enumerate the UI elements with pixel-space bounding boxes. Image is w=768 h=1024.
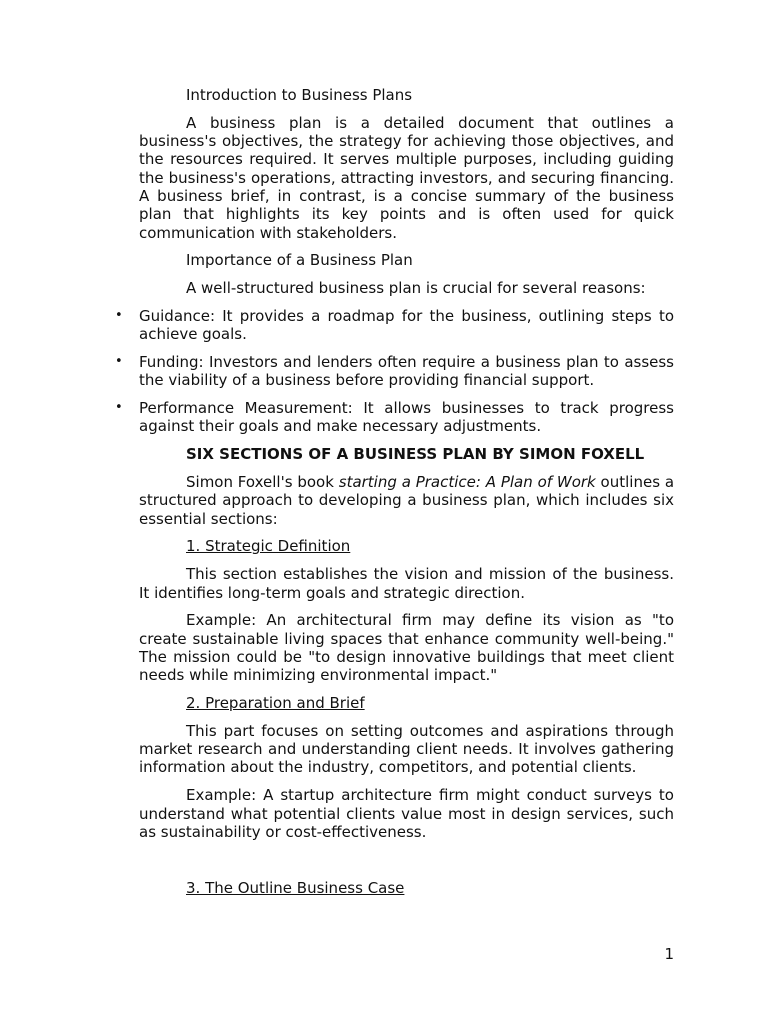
importance-lead: A well-structured business plan is crucial for several reasons: (186, 279, 646, 298)
section2-body: This part focuses on setting outcomes and aspirations through market research and understanding client needs. It involves gathering information about the industry, competitors, and potential clients. (139, 721, 674, 777)
list-item (115, 399, 674, 436)
bullet-icon: • (115, 400, 123, 416)
page-number: 1 (664, 945, 674, 963)
section2-heading: 2. Preparation and Brief (186, 694, 365, 713)
bullet-icon: • (115, 354, 123, 370)
importance-bullet-list (115, 306, 674, 436)
section1-body: This section establishes the vision and mission of the business. It identifies long-term goals and strategic direction. (139, 565, 674, 602)
importance-heading: Importance of a Business Plan (186, 251, 413, 270)
list-item (115, 353, 674, 390)
foxell-intro-after: outlines a structured approach to developing a business plan, which includes six essential sections: (139, 473, 675, 528)
section1-example: Example: An architectural firm may define its vision as "to create sustainable living spaces that enhance community well-being." The mission could be "to design innovative buildings that meet client needs while minimizing environmental impact." (139, 611, 674, 685)
section2-example: Example: A startup architecture firm might conduct surveys to understand what potential clients value most in design services, such as sustainability or cost-effectiveness. (139, 786, 674, 841)
foxell-intro-paragraph (139, 473, 674, 528)
book-title: starting a Practice: A Plan of Work (338, 473, 596, 492)
list-item (115, 306, 674, 344)
bullet-text: Funding: Investors and lenders often require a business plan to assess the viability of a business before providing financial support. (139, 353, 674, 390)
document-body (115, 86, 675, 906)
section1-heading: 1. Strategic Definition (186, 537, 351, 556)
section-spacer (139, 851, 674, 879)
section3-heading-line (139, 879, 674, 897)
bullet-text: Performance Measurement: It allows businesses to track progress against their goals and make necessary adjustments. (139, 399, 674, 436)
section2-heading-line (139, 694, 674, 712)
foxell-intro-before: Simon Foxell's book (186, 473, 339, 492)
section3-heading: 3. The Outline Business Case (186, 878, 405, 897)
section1-heading-line (139, 537, 674, 555)
bullet-icon: • (115, 307, 123, 323)
intro-heading: Introduction to Business Plans (186, 86, 413, 104)
six-sections-heading: SIX SECTIONS OF A BUSINESS PLAN BY SIMON FOXELL (186, 445, 645, 464)
bullet-text: Guidance: It provides a roadmap for the business, outlining steps to achieve goals. (139, 306, 674, 344)
intro-paragraph: A business plan is a detailed document that outlines a business's objectives, the strategy for achieving those objectives, and the resources required. It serves multiple purposes, including guiding the business's operations, attracting investors, and securing financing. A business brief, in contrast, is a concise summary of the business plan that highlights its key points and is often used for quick communication with stakeholders. (139, 113, 674, 242)
